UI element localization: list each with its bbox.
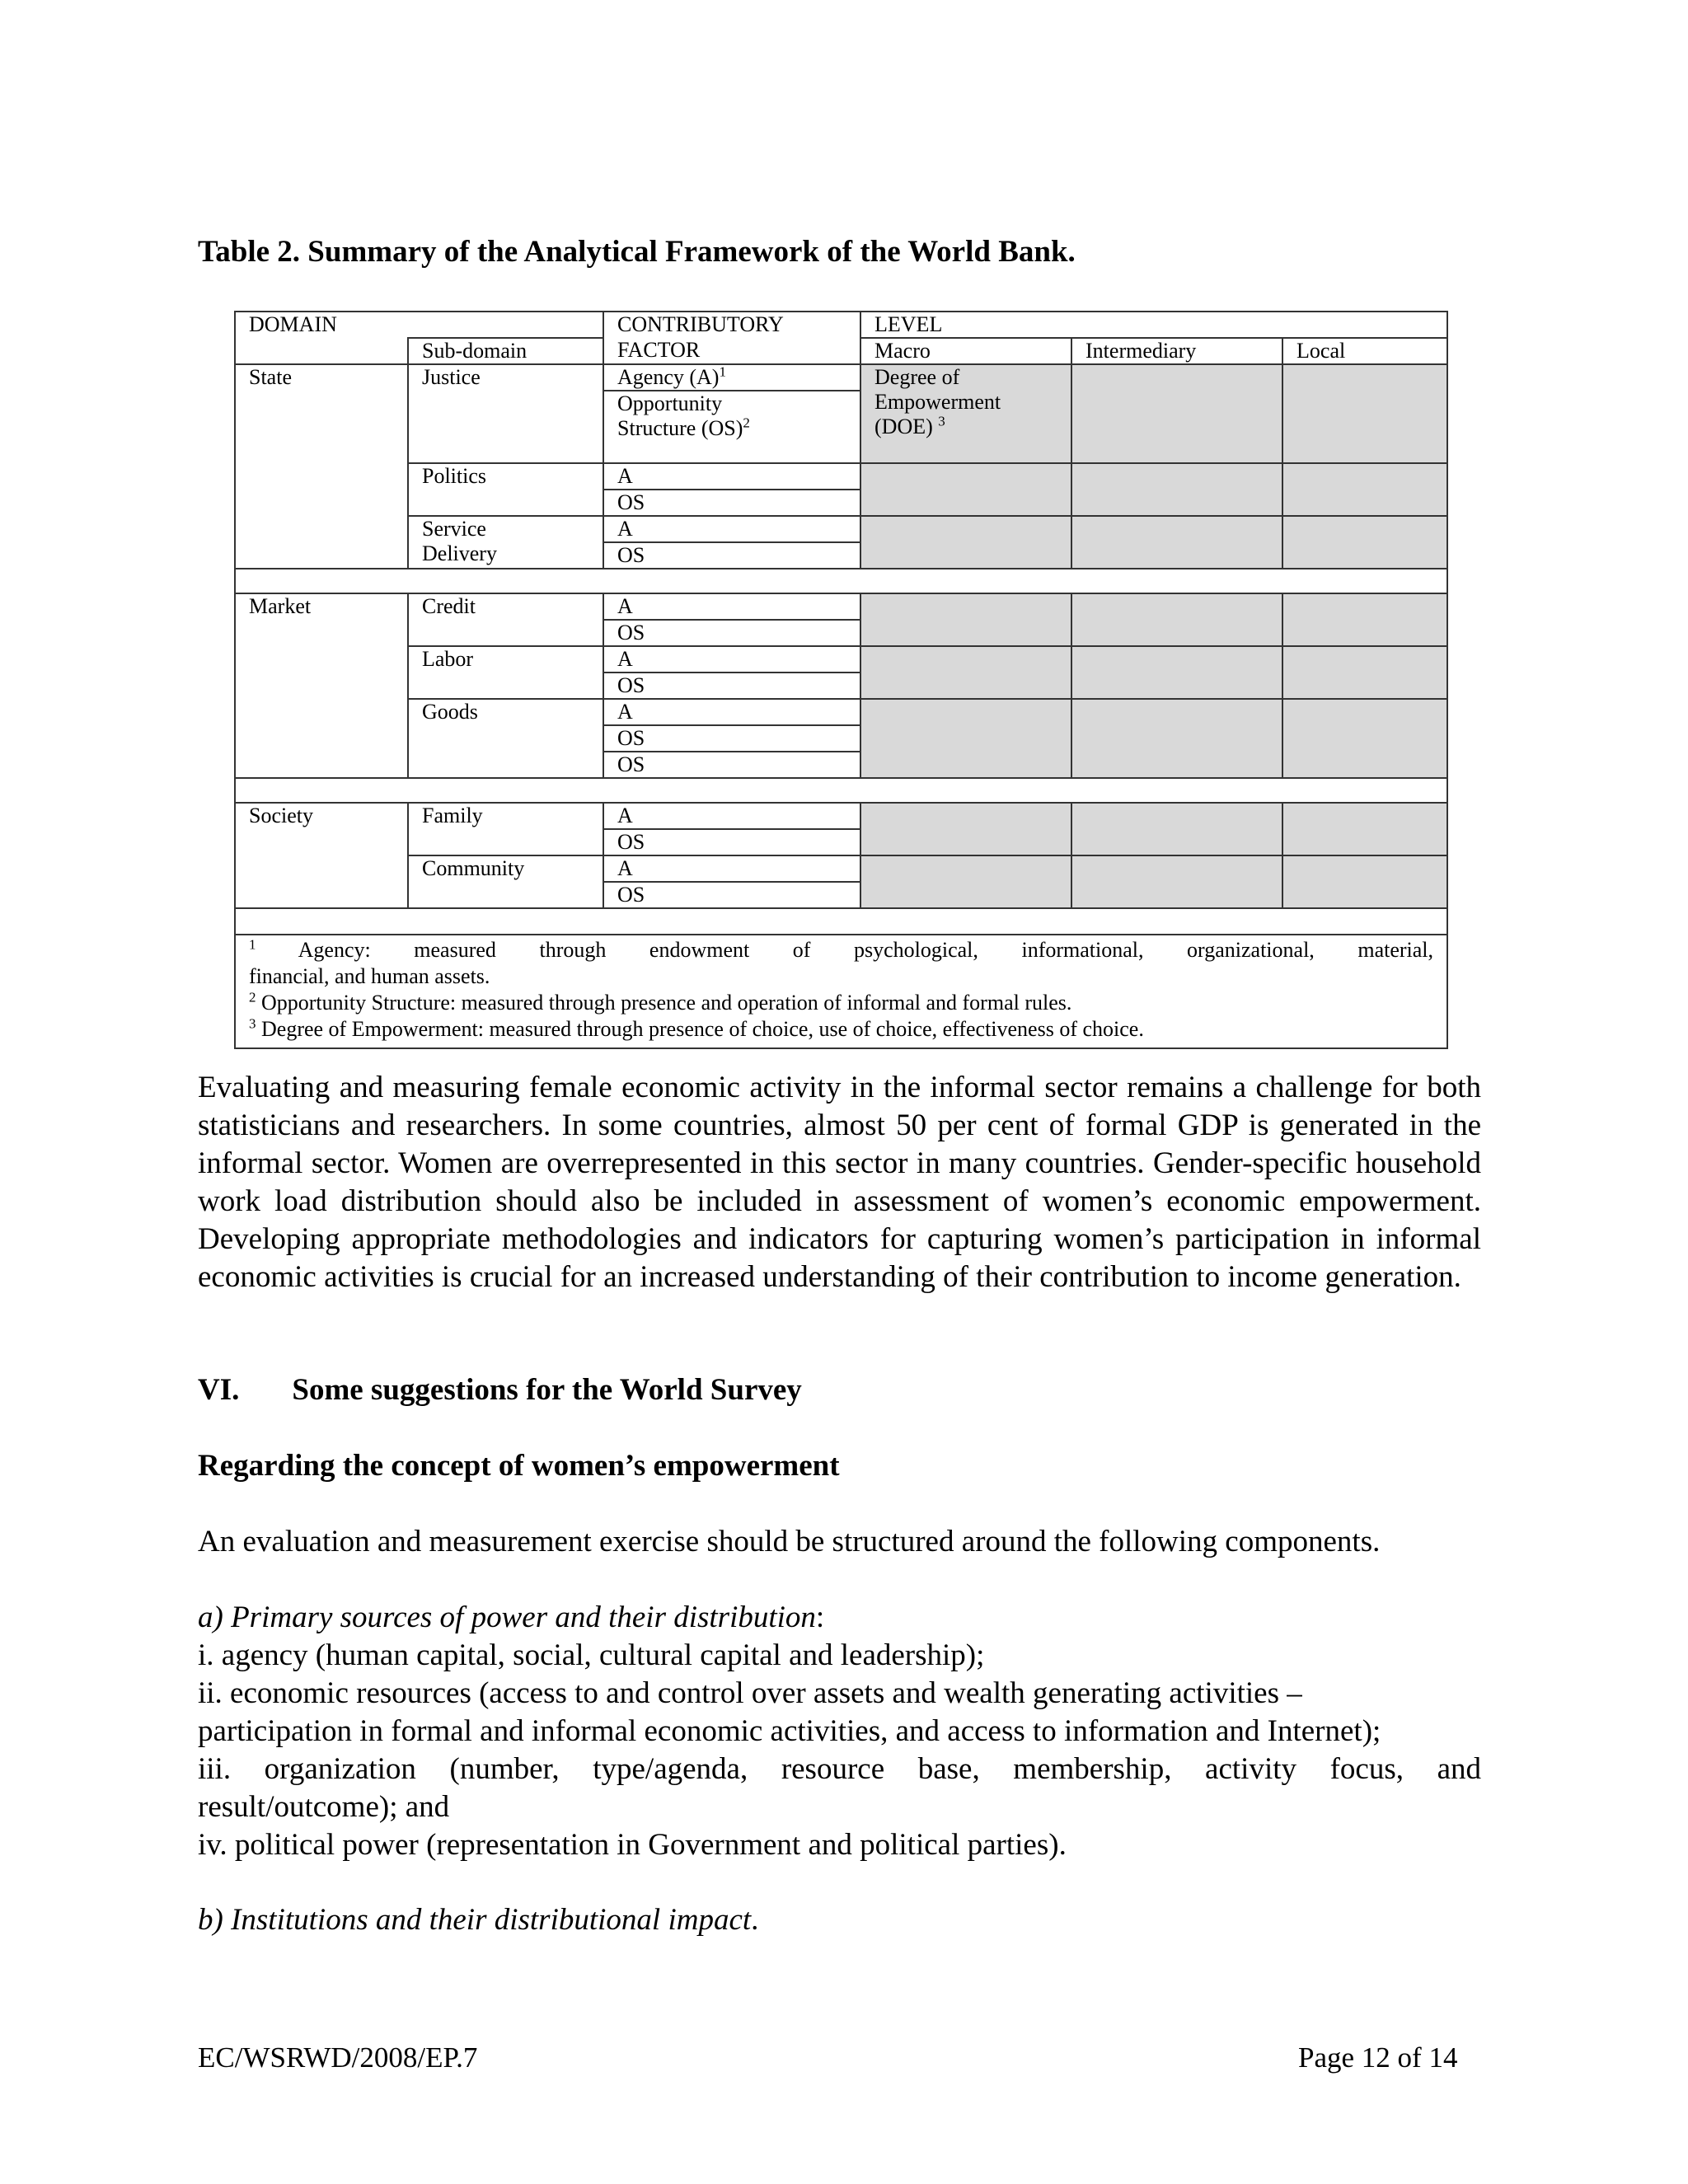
header-intermediary: Intermediary [1071,338,1282,364]
subdomain-community: Community [408,855,603,908]
subdomain-labor: Labor [408,646,603,699]
domain-society: Society [235,803,408,908]
table-footnotes: $^1$ Agency: measured through endowment of psychological, informational, organizational, material, financial, and human assets. $^2$ Opportunity Structure: measured through presence and operation of informal and formal rules. $^3$ Degree of Empowerment: measured through presence of choice, use of choice, effectiveness of choice. [235,935,1447,1048]
list-item-iv: iv. political power (representation in Government and political parties). [198,1828,1067,1862]
header-contributory: CONTRIBUTORY [603,312,860,338]
header-factor: FACTOR [603,338,860,364]
factor-os: OS [603,542,860,569]
factor-os: OS [603,725,860,752]
subdomain-politics: Politics [408,463,603,516]
factor-a: A [603,516,860,542]
factor-os: OS [603,490,860,516]
factor-os: OS [603,882,860,908]
section-title: Some suggestions for the World Survey [292,1373,802,1407]
factor-a: A [603,463,860,490]
subheading: Regarding the concept of women’s empowerment [198,1449,840,1483]
section-heading [198,1371,1481,1409]
header-macro: Macro [860,338,1071,364]
list-a-title: a) Primary sources of power and their distribution [198,1601,816,1634]
factor-os: OS [603,620,860,646]
table-caption: Table 2. Summary of the Analytical Framework of the World Bank. [198,235,1076,269]
header-level: LEVEL [860,312,1447,338]
list-item-ii-line1: ii. economic resources (access to and control over assets and wealth generating activities – [198,1676,1302,1710]
header-domain: DOMAIN [235,312,603,338]
domain-market: Market [235,593,408,778]
factor-agency: Agency $(A)^1$ [603,364,860,391]
factor-os: OS [603,752,860,778]
list-item-ii-line2: participation in formal and informal economic activities, and access to information and Internet); [198,1714,1381,1748]
paragraph-informal-sector: Evaluating and measuring female economic activity in the informal sector remains a challenge for both statisticians and researchers. In some countries, almost 50 per cent of formal GDP is generated in the informal sector. Women are overrepresented in this sector in many countries. Gender-specific household work load distribution should also be included in assessment of women’s economic empowerment. Developing appropriate methodologies and indicators for capturing women’s participation in informal economic activities is crucial for an increased understanding of their contribution to income generation. [198,1071,1481,1294]
paragraph-evaluation: An evaluation and measurement exercise should be structured around the following components. [198,1525,1381,1558]
factor-os: OS [603,673,860,699]
header-subdomain: Sub-domain [408,338,603,364]
factor-a: A [603,803,860,829]
subdomain-service-delivery: Service Delivery [408,516,603,569]
factor-a: A [603,699,860,725]
footer-page-number: Page 12 of 14 [1298,2041,1458,2074]
header-local: Local [1282,338,1447,364]
subdomain-credit: Credit [408,593,603,646]
framework-table [234,311,1448,1049]
list-item-iii-line2: result/outcome); and [198,1790,450,1824]
factor-a: A [603,646,860,673]
factor-a: A [603,855,860,882]
domain-state: State [235,364,408,569]
subdomain-family: Family [408,803,603,855]
footer-document-code: EC/WSRWD/2008/EP.7 [198,2041,478,2074]
section-number: VI. [198,1373,240,1407]
factor-opportunity-structure: Opportunity Structure (OS)$^2$ [603,391,860,463]
subdomain-goods: Goods [408,699,603,778]
list-primary-sources: a) Primary sources of power and their distribution: i. agency (human capital, social, cultural capital and leadership); ii. economic resources (access to and control over assets and wealth generating activities – participation in formal and informal economic activities, and access to information and Internet); iii. organization (number, type/agenda, resource base, membership, activity focus, and result/outcome); and iv. political power (representation in Government and political parties). [198,1599,1481,1864]
factor-a: A [603,593,860,620]
list-item-i: i. agency (human capital, social, cultural capital and leadership); [198,1638,985,1672]
list-item-iii-line1: iii. organization (number, type/agenda, resource base, membership, activity focus, and [198,1752,1481,1786]
list-b: b) Institutions and their distributional impact. [198,1903,759,1937]
factor-os: OS [603,829,860,855]
subdomain-justice: Justice [408,364,603,463]
doe-cell: Degree of Empowerment (DOE) $^3$ [860,364,1071,463]
